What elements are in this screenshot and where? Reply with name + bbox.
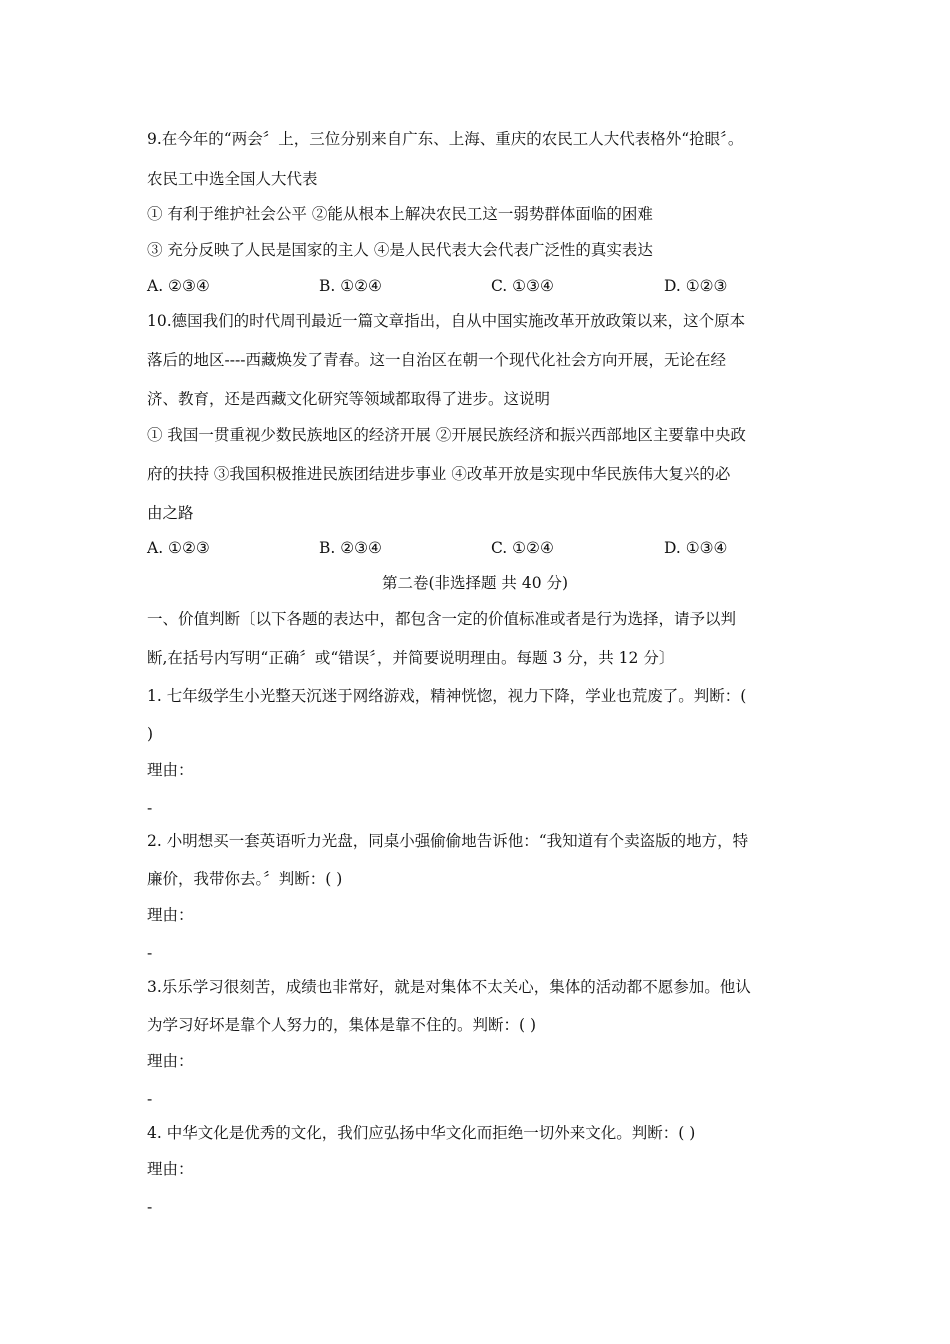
q10-options — [147, 538, 847, 558]
judge-q1-reason-label: 理由： — [147, 761, 194, 779]
q10-stem-line-2: 落后的地区----西藏焕发了青春。这一自治区在朝一个现代化社会方向开展，无论在经 — [147, 351, 726, 369]
judge-q3-reason-label: 理由： — [147, 1052, 194, 1070]
judge-q4-line-1: 4. 中华文化是优秀的文化，我们应弘扬中华文化而拒绝一切外来文化。判断：( ) — [147, 1124, 696, 1142]
q9-option-d: D. ①②③ — [664, 277, 728, 295]
q9-statements-line-2: ③ 充分反映了人民是国家的主人 ④是人民代表大会代表广泛性的真实表达 — [147, 241, 653, 259]
judge-q3-line-1: 3.乐乐学习很刻苦，成绩也非常好，就是对集体不太关心，集体的活动都不愿参加。他认 — [147, 978, 751, 996]
judge-q4-reason-label: 理由： — [147, 1160, 194, 1178]
judge-q3-line-2: 为学习好坏是靠个人努力的，集体是靠不住的。判断：( ) — [147, 1016, 537, 1034]
section-2-intro-line-2: 断,在括号内写明“正确〞或“错误〞，并简要说明理由。每题 3 分，共 12 分〕 — [147, 649, 675, 667]
q10-statements-line-1: ① 我国一贯重视少数民族地区的经济开展 ②开展民族经济和振兴西部地区主要靠中央政 — [147, 426, 746, 444]
q10-stem-line-3: 济、教育，还是西藏文化研究等领域都取得了进步。这说明 — [147, 390, 551, 408]
q9-stem-line-1: 9.在今年的“两会〞上，三位分别来自广东、上海、重庆的农民工人大代表格外“抢眼〞。 — [147, 130, 744, 148]
section-2-title: 第二卷(非选择题 共 40 分) — [381, 574, 569, 592]
judge-q1-line-1: 1. 七年级学生小光整天沉迷于网络游戏，精神恍惚，视力下降，学业也荒废了。判断：( — [147, 687, 747, 705]
q10-option-c: C. ①②④ — [491, 539, 554, 557]
q10-statements-line-3: 由之路 — [147, 504, 194, 522]
q10-option-d: D. ①③④ — [664, 539, 728, 557]
q9-stem-line-2: 农民工中选全国人大代表 — [147, 170, 318, 188]
judge-q2-reason-label: 理由： — [147, 906, 194, 924]
q9-options — [147, 276, 847, 296]
judge-q3-answer-blank: - — [147, 1090, 153, 1108]
section-2-intro-line-1: 一、价值判断〔以下各题的表达中，都包含一定的价值标准或者是行为选择，请予以判 — [147, 610, 737, 628]
q9-option-c: C. ①③④ — [491, 277, 554, 295]
q9-option-b: B. ①②④ — [319, 277, 382, 295]
judge-q2-line-2: 廉价，我带你去。〞判断：( ) — [147, 870, 343, 888]
judge-q1-line-2: ) — [147, 725, 154, 743]
q10-statements-line-2: 府的扶持 ③我国积极推进民族团结进步事业 ④改革开放是实现中华民族伟大复兴的必 — [147, 465, 731, 483]
q9-statements-line-1: ① 有利于维护社会公平 ②能从根本上解决农民工这一弱势群体面临的困难 — [147, 205, 653, 223]
q10-option-b: B. ②③④ — [319, 539, 382, 557]
q10-option-a: A. ①②③ — [147, 539, 210, 557]
q9-option-a: A. ②③④ — [147, 277, 210, 295]
judge-q1-answer-blank: - — [147, 799, 153, 817]
judge-q2-answer-blank: - — [147, 944, 153, 962]
judge-q2-line-1: 2. 小明想买一套英语听力光盘，同桌小强偷偷地告诉他：“我知道有个卖盗版的地方，特 — [147, 832, 749, 850]
judge-q4-answer-blank: - — [147, 1198, 153, 1216]
q10-stem-line-1: 10.德国我们的时代周刊最近一篇文章指出，自从中国实施改革开放政策以来，这个原本 — [147, 312, 746, 330]
